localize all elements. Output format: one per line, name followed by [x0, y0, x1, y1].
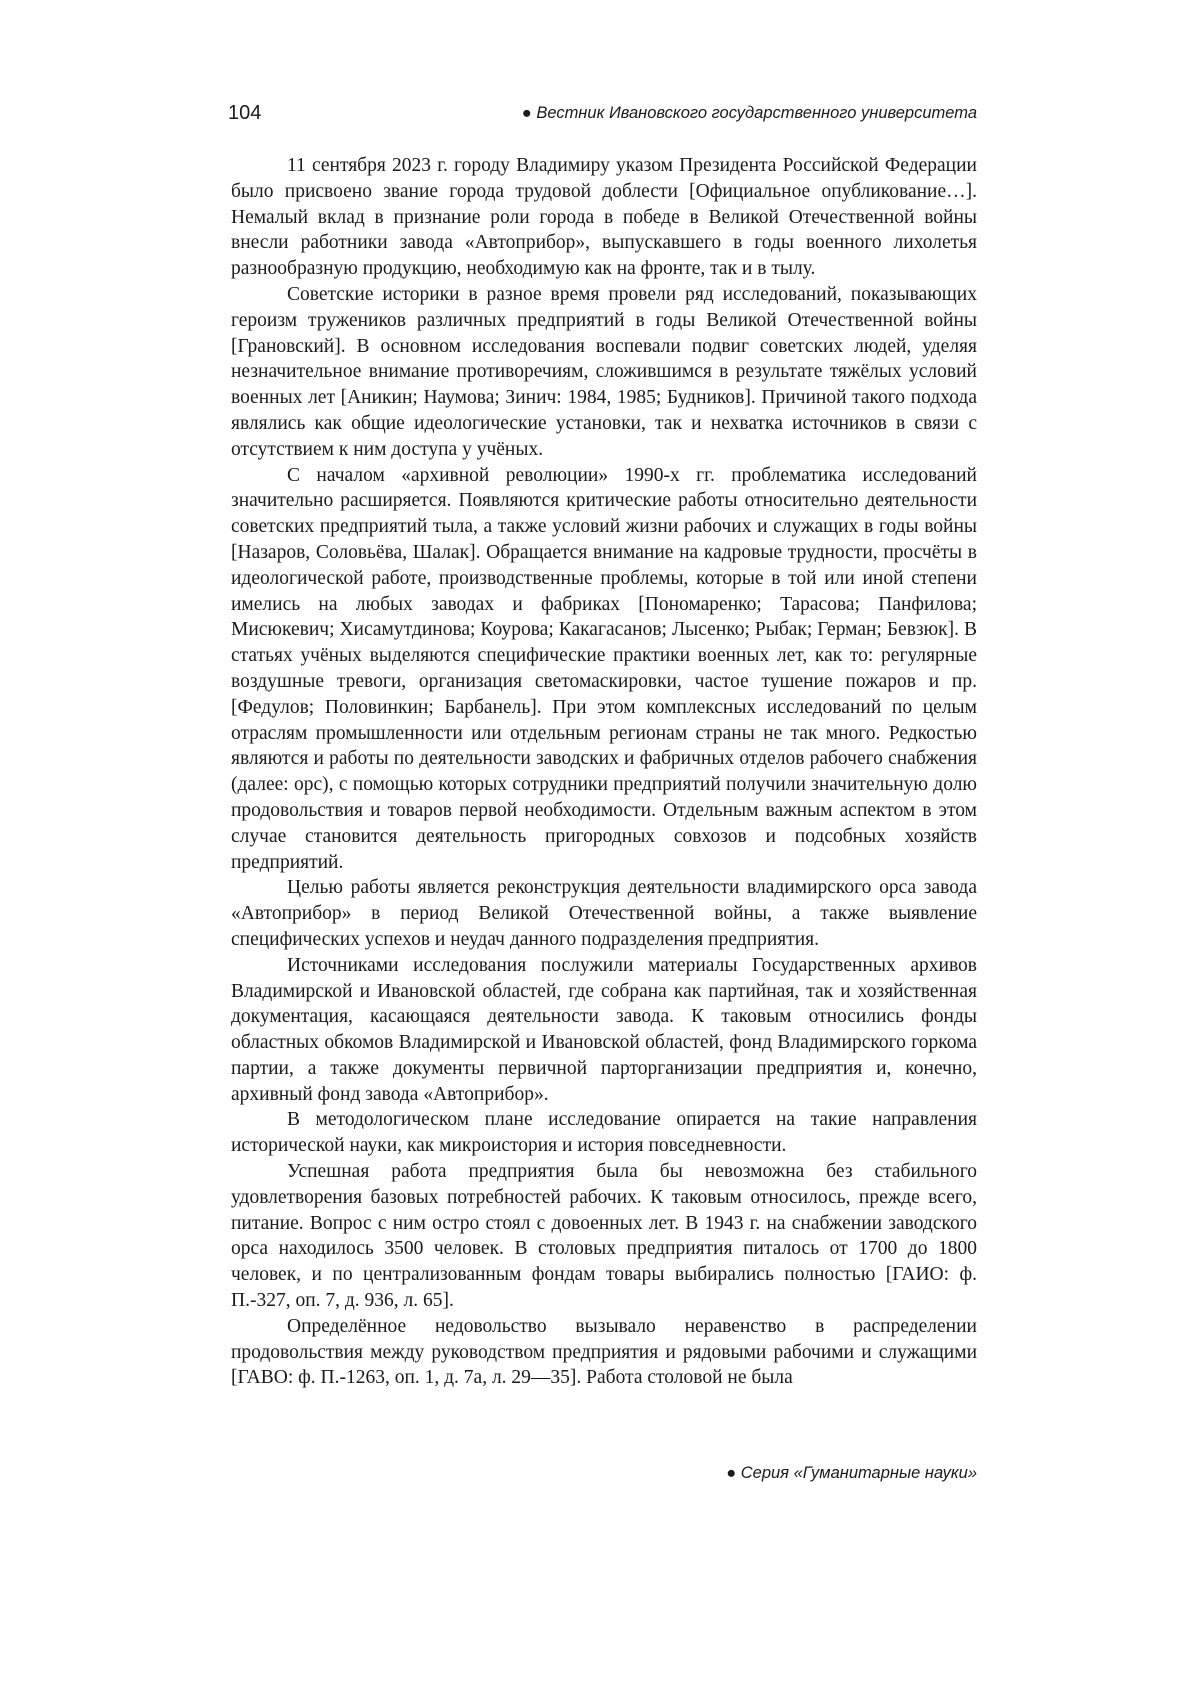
paragraph: Источниками исследования послужили материалы Государственных архивов Владимирской и Ивановской областей, где собрана как партийная, так и хозяйственная документация, касающаяся деятельности завода. К таковым относились фонды областных обкомов Владимирской и Ивановской областей, фонд Владимирского горкома партии, а также документы первичной парторганизации предприятия и, конечно, архивный фонд завода «Автоприбор».	[231, 954, 977, 1105]
paragraph: Успешная работа предприятия была бы невозможна без стабильного удовлетворения базовых потребностей рабочих. К таковым относилось, прежде всего, питание. Вопрос с ним остро стоял с довоенных лет. В 1943 г. на снабжении заводского орса находилось 3500 человек. В столовых предприятия питалось от 1700 до 1800 человек, и по централизованным фондам товары выбирались полностью [ГАИО: ф. П.-327, оп. 7, д. 936, л. 65].	[231, 1161, 977, 1312]
paragraph: В методологическом плане исследование опирается на такие направления исторической науки, как микроистория и история повседневности.	[231, 1109, 977, 1157]
series-title: ● Серия «Гуманитарные науки»	[726, 1464, 977, 1482]
article-body	[231, 153, 977, 1391]
paragraph: Целью работы является реконструкция деятельности владимирского орса завода «Автоприбор» в период Великой Отечественной войны, а также выявление специфических успехов и неудач данного подразделения предприятия.	[231, 877, 977, 950]
paragraph: С началом «архивной революции» 1990-х гг. проблематика исследований значительно расширяется. Появляются критические работы относительно деятельности советских предприятий тыла, а также условий жизни рабочих и служащих в годы войны [Назаров, Соловьёва, Шалак]. Обращается внимание на кадровые трудности, просчёты в идеологической работе, производственные проблемы, которые в той или иной степени имелись на любых заводах и фабриках [Пономаренко; Тарасова; Панфилова; Мисюкевич; Хисамутдинова; Коурова; Какагасанов; Лысенко; Рыбак; Герман; Бевзюк]. В статьях учёных выделяются специфические практики военных лет, как то: регулярные воздушные тревоги, организация светомаскировки, частое тушение пожаров и пр. [Федулов; Половинкин; Барбанель]. При этом комплексных исследований по целым отраслям промышленности или отдельным регионам страны не так много. Редкостью являются и работы по деятельности заводских и фабричных отделов рабочего снабжения (далее: орс), с помощью которых сотрудники предприятий получили значительную долю продовольствия и товаров первой необходимости. Отдельным важным аспектом в этом случае становится деятельность пригородных совхозов и подсобных хозяйств предприятий.	[231, 464, 977, 873]
paragraph: Советские историки в разное время провели ряд исследований, показывающих героизм тружеников различных предприятий в годы Великой Отечественной войны [Грановский]. В основном исследования воспевали подвиг советских людей, уделяя незначительное внимание противоречиям, сложившимся в результате тяжёлых условий военных лет [Аникин; Наумова; Зинич: 1984, 1985; Будников]. Причиной такого подхода являлись как общие идеологические установки, так и нехватка источников в связи с отсутствием к ним доступа у учёных.	[231, 283, 977, 460]
paragraph: Определённое недовольство вызывало неравенство в распределении продовольствия между руководством предприятия и рядовыми рабочими и служащими [ГАВО: ф. П.-1263, оп. 1, д. 7а, л. 29—35]. Работа столовой не была	[231, 1315, 977, 1389]
journal-title: ● Вестник Ивановского государственного университета	[521, 104, 977, 122]
paragraph: 11 сентября 2023 г. городу Владимиру указом Президента Российской Федерации было присвоено звание города трудовой доблести [Официальное опубликование…]. Немалый вклад в признание роли города в победе в Великой Отечественной войны внесли работники завода «Автоприбор», выпускавшего в годы военного лихолетья разнообразную продукцию, необходимую как на фронте, так и в тылу.	[231, 155, 977, 280]
page-number: 104	[228, 102, 262, 124]
